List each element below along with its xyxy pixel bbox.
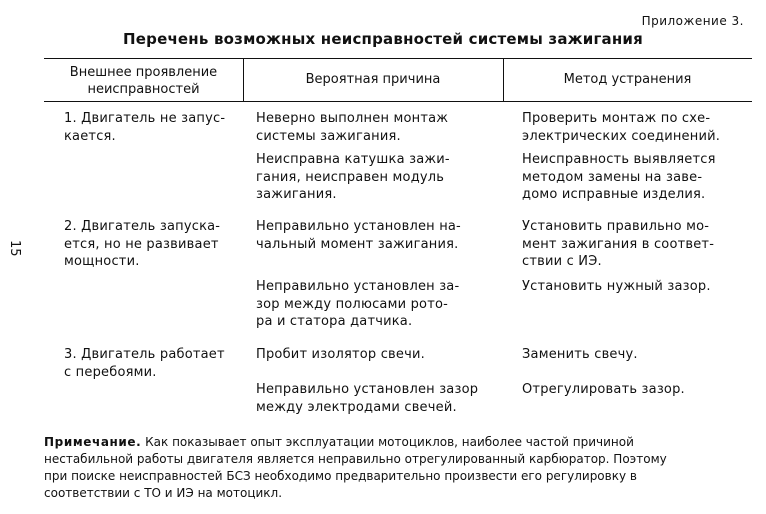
cause-cell: Неправильно установлен на- чальный момент зажигания.: [256, 219, 461, 252]
page-title: Перечень возможных неисправностей системы зажигания: [123, 30, 643, 48]
appendix-label: Приложение 3.: [641, 14, 744, 28]
symptom-cell: 3. Двигатель работает с перебоями.: [64, 347, 225, 380]
symptom-cell: 1. Двигатель не запус- кается.: [64, 111, 226, 144]
table-top-rule: [44, 58, 752, 59]
table-header-rule: [44, 101, 752, 102]
remedy-cell: Заменить свечу.: [522, 347, 638, 362]
note-text: Как показывает опыт эксплуатации мотоциклов, наиболее частой причиной нестабильной работы двигателя является неправильно отрегулированный карбюратор. Поэтому при поиске неисправностей БСЗ необходимо предварительно произвести его регулировку в соответствии с ТО и ИЭ на мотоцикл.: [44, 435, 667, 500]
symptom-cell: 2. Двигатель запуска- ется, но не развивает мощности.: [64, 219, 221, 269]
remedy-cell: Проверить монтаж по схе- электрических соединений.: [522, 111, 721, 144]
cause-cell: Пробит изолятор свечи.: [256, 347, 425, 362]
remedy-cell: Неисправность выявляется методом замены на заве- домо исправные изделия.: [522, 152, 716, 202]
remedy-cell: Отрегулировать зазор.: [522, 382, 685, 397]
remedy-cell: Установить правильно мо- мент зажигания в соответ- ствии с ИЭ.: [522, 219, 715, 269]
column-header-symptom: Внешнее проявление неисправностей: [69, 65, 218, 97]
column-header-cause: Вероятная причина: [305, 72, 441, 87]
remedy-cell: Установить нужный зазор.: [522, 279, 711, 294]
note-paragraph: [44, 434, 748, 502]
cause-cell: Неисправна катушка зажи- гания, неисправен модуль зажигания.: [256, 152, 450, 202]
cause-cell: Неверно выполнен монтаж системы зажигания.: [256, 111, 449, 144]
cause-cell: Неправильно установлен за- зор между полюсами рото- ра и статора датчика.: [256, 279, 460, 329]
note-label: Примечание.: [44, 435, 142, 449]
cause-cell: Неправильно установлен зазор между электродами свечей.: [256, 382, 479, 415]
page-number: 15: [7, 240, 22, 257]
column-header-remedy: Метод устранения: [563, 72, 692, 87]
